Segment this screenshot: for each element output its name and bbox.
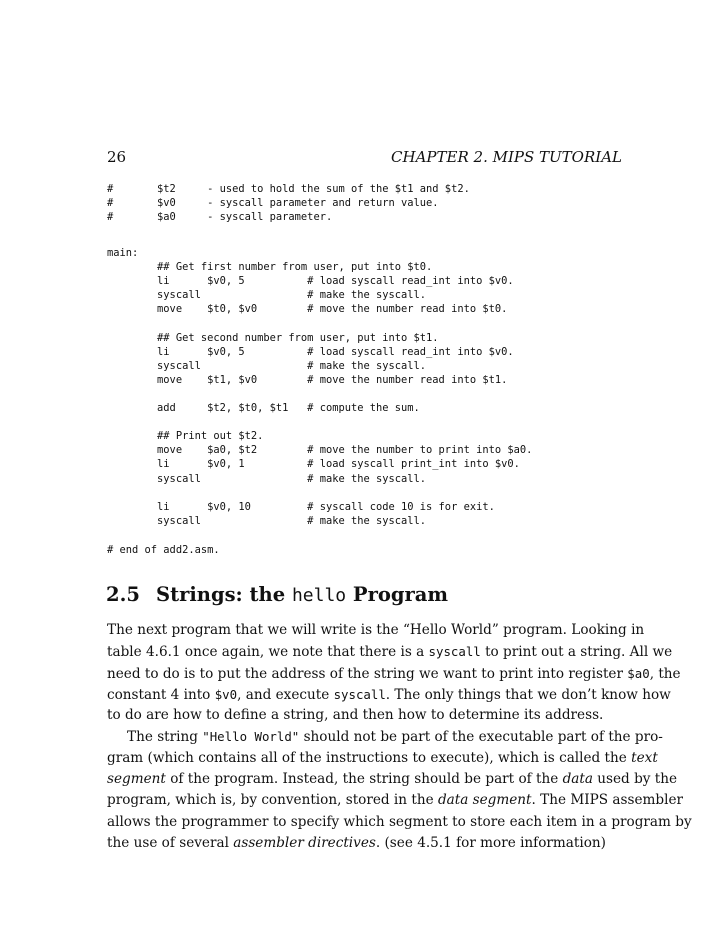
code-line: li $v0, 5 # load syscall read_int into $v0. [107,275,514,288]
section-title-before: Strings: the [156,583,292,606]
text-line [107,705,621,726]
code-line [107,316,627,330]
text-line [107,790,683,811]
code-line: syscall # make the syscall. [107,514,427,527]
text-run: , and execute [237,686,334,703]
code-line: move $t1, $v0 # move the number read into $t1. [107,373,508,386]
code-line: ## Get second number from user, put into $t1. [107,331,439,344]
code-line: syscall # make the syscall. [107,289,427,302]
section-heading [106,583,626,606]
code-line: li $v0, 10 # syscall code 10 is for exit. [107,500,495,513]
page-header [107,148,622,170]
text-run: . (see 4.5.1 for more information) [375,834,606,851]
emphasis: assembler directives [233,834,376,851]
paragraph-1 [107,620,681,726]
code-line: # $a0 - syscall parameter. [107,211,333,224]
text-line [107,641,673,662]
code-line: li $v0, 5 # load syscall read_int into $v0. [107,345,514,358]
emphasis: data [562,771,593,788]
text-run: to print out a string. All we [480,644,673,661]
code-line: syscall # make the syscall. [107,472,427,485]
text-line [107,726,663,747]
inline-code: "Hello World" [202,729,300,745]
text-line [107,620,645,641]
text-run: to do are how to define a string, and then how to determine its address. [107,707,604,724]
text-run: the use of several [107,834,234,851]
inline-code: $a0 [627,665,650,681]
code-line: # end of add2.asm. [107,544,220,556]
text-run: The string [127,729,203,746]
code-line: ## Get first number from user, put into $t0. [107,261,433,274]
inline-code: $v0 [214,686,238,702]
code-line: add $t2, $t0, $t1 # compute the sum. [107,402,420,415]
text-run: of the program. Instead, the string should be part of the [165,771,563,788]
text-run: constant 4 into [107,686,215,703]
text-line [107,812,692,833]
code-line: # $t2 - used to hold the sum of the $t1 and $t2. [107,183,470,195]
text-line [107,663,681,684]
text-run: , the [649,665,681,682]
code-line: move $t0, $v0 # move the number read into $t0. [107,303,508,316]
code-block-end-comment [107,543,627,557]
page-number: 26 [107,148,127,166]
paragraph-2 [107,726,692,854]
text-run: should not be part of the executable part of the pro- [299,729,663,746]
code-block-main-program [107,246,627,528]
code-block-register-comments [107,182,627,224]
text-run: table 4.6.1 once again, we note that there is a [107,644,429,661]
code-line: # $v0 - syscall parameter and return value. [107,197,439,210]
code-line: ## Print out $t2. [107,430,264,443]
text-run: . The only things that we don’t know how [385,686,671,703]
chapter-title: CHAPTER 2. MIPS TUTORIAL [391,148,622,166]
section-title-code: hello [291,585,347,606]
code-line: li $v0, 1 # load syscall print_int into $v0. [107,458,520,471]
inline-code: syscall [428,644,481,660]
text-run: gram (which contains all of the instructions to execute), which is called the [107,749,632,766]
text-run: . The MIPS assembler [531,792,683,809]
text-run: need to do is to put the address of the string we want to print into register [107,665,628,682]
text-run: allows the programmer to specify which segment to store each item in a program by [107,813,692,830]
body-text [107,620,692,854]
section-number: 2.5 [106,583,140,606]
text-line [107,833,621,854]
code-line [107,415,627,429]
code-line [107,387,627,401]
code-line: main: [107,247,139,259]
text-run: The next program that we will write is the “Hello World” program. Looking in [107,622,645,638]
code-line: move $a0, $t2 # move the number to print into $a0. [107,444,533,457]
inline-code: syscall [333,686,386,702]
text-line [107,748,658,769]
code-line: syscall # make the syscall. [107,359,427,372]
text-line [107,684,671,705]
code-line [107,486,627,500]
text-line [107,769,678,790]
emphasis: data segment [437,792,532,809]
text-run: used by the [592,771,678,788]
text-run: program, which is, by convention, stored in the [107,792,438,809]
emphasis: segment [107,771,166,788]
section-title-after: Program [346,583,449,606]
emphasis: text [631,749,658,766]
